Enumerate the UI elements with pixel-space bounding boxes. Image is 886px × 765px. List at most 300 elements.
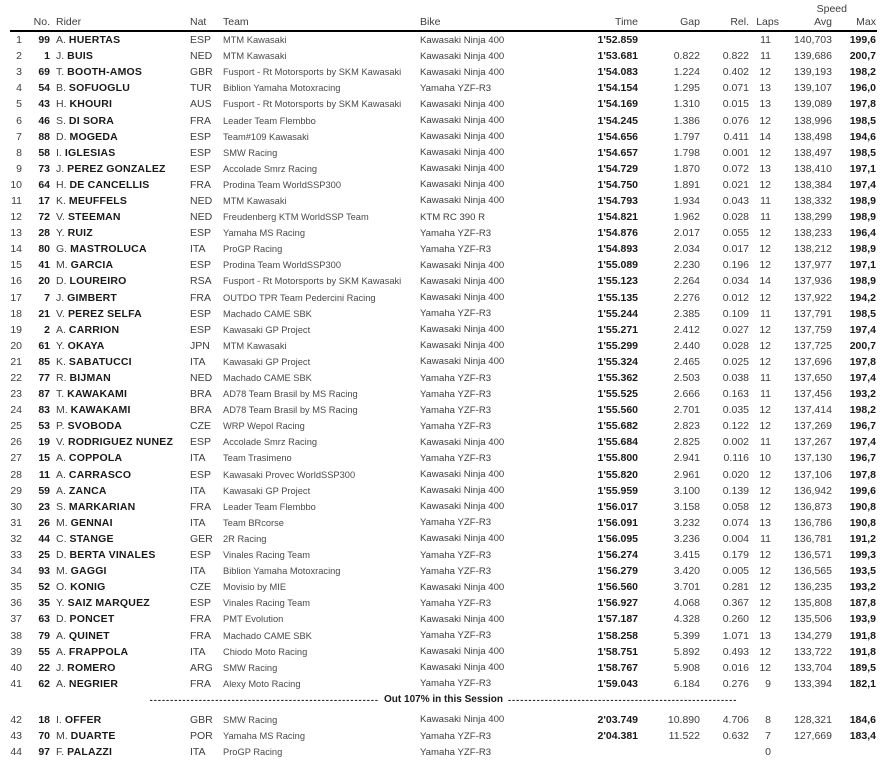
rider-name-cell bbox=[50, 50, 190, 62]
time-cell: 1'56.927 bbox=[597, 597, 638, 610]
table-row bbox=[10, 96, 877, 112]
team-cell: Biblion Yamaha Motoxracing bbox=[223, 566, 341, 577]
position-cell: 6 bbox=[16, 114, 22, 127]
rider-name-cell bbox=[50, 259, 190, 271]
table-row bbox=[10, 64, 877, 80]
position-cell: 21 bbox=[10, 355, 22, 368]
gap-cell: 2.825 bbox=[673, 436, 700, 449]
table-row bbox=[10, 145, 877, 161]
rel-cell: 0.402 bbox=[722, 66, 749, 79]
rel-cell: 0.072 bbox=[722, 162, 749, 175]
table-row bbox=[10, 627, 877, 643]
position-cell: 19 bbox=[10, 323, 22, 336]
avg-speed-cell: 133,394 bbox=[794, 677, 832, 690]
team-cell: Team#109 Kawasaki bbox=[223, 131, 309, 142]
laps-cell: 12 bbox=[759, 581, 771, 594]
rel-cell: 0.071 bbox=[722, 82, 749, 95]
rider-initial: R. bbox=[56, 372, 67, 385]
time-cell: 2'03.749 bbox=[597, 713, 638, 726]
avg-speed-cell: 138,212 bbox=[794, 243, 832, 256]
max-speed-cell: 198,5 bbox=[849, 114, 876, 127]
table-row bbox=[10, 290, 877, 306]
col-header-gap: Gap bbox=[680, 16, 700, 28]
position-cell: 10 bbox=[10, 178, 22, 191]
rider-name-cell bbox=[50, 131, 190, 143]
rider-number-cell: 99 bbox=[38, 34, 50, 47]
rel-cell: 0.493 bbox=[722, 645, 749, 658]
table-row bbox=[10, 161, 877, 177]
position-cell: 42 bbox=[10, 713, 22, 726]
laps-cell: 11 bbox=[760, 50, 771, 63]
position-cell: 40 bbox=[10, 661, 22, 674]
gap-cell: 3.701 bbox=[673, 581, 700, 594]
laps-cell: 12 bbox=[759, 355, 771, 368]
position-cell: 35 bbox=[10, 581, 22, 594]
laps-cell: 12 bbox=[759, 597, 771, 610]
laps-cell: 12 bbox=[759, 178, 771, 191]
laps-cell: 11 bbox=[760, 532, 771, 545]
avg-speed-cell: 138,410 bbox=[794, 162, 832, 175]
avg-speed-cell: 137,650 bbox=[794, 372, 832, 385]
position-cell: 2 bbox=[16, 50, 22, 63]
gap-cell: 1.797 bbox=[673, 130, 700, 143]
rider-initial: D. bbox=[56, 130, 67, 143]
nationality-cell: ESP bbox=[190, 227, 212, 240]
gap-cell: 2.503 bbox=[673, 372, 700, 385]
table-row bbox=[10, 531, 877, 547]
nationality-cell: ITA bbox=[190, 243, 206, 256]
time-cell: 1'55.525 bbox=[597, 388, 638, 401]
position-cell: 17 bbox=[10, 291, 22, 304]
team-cell: Yamaha MS Racing bbox=[223, 228, 305, 239]
avg-speed-cell: 139,193 bbox=[794, 66, 832, 79]
laps-cell: 12 bbox=[759, 114, 771, 127]
bike-cell: Kawasaki Ninja 400 bbox=[420, 115, 505, 127]
laps-cell: 7 bbox=[765, 730, 771, 743]
time-cell: 1'55.820 bbox=[597, 468, 638, 481]
rider-number-cell: 85 bbox=[38, 355, 50, 368]
bike-cell: Yamaha YZF-R3 bbox=[420, 730, 492, 742]
rel-cell: 0.005 bbox=[722, 565, 749, 578]
rider-number-cell: 87 bbox=[38, 388, 50, 401]
rider-number-cell: 15 bbox=[38, 452, 50, 465]
rider-initial: S. bbox=[56, 114, 66, 127]
team-cell: Vinales Racing Team bbox=[223, 598, 310, 609]
rider-name-cell bbox=[50, 533, 190, 545]
rider-number-cell: 1 bbox=[44, 50, 50, 63]
rel-cell: 0.139 bbox=[722, 484, 749, 497]
laps-cell: 12 bbox=[759, 243, 771, 256]
time-cell: 1'58.751 bbox=[597, 645, 638, 658]
max-speed-cell: 197,4 bbox=[849, 178, 876, 191]
avg-speed-cell: 137,936 bbox=[794, 275, 832, 288]
time-cell: 1'55.299 bbox=[597, 339, 638, 352]
time-cell: 1'56.017 bbox=[597, 500, 638, 513]
team-cell: OUTDO TPR Team Pedercini Racing bbox=[223, 292, 376, 303]
nationality-cell: ITA bbox=[190, 452, 206, 465]
table-row bbox=[10, 467, 877, 483]
position-cell: 34 bbox=[10, 565, 22, 578]
rider-name-cell bbox=[50, 485, 190, 497]
rider-surname: KAWAKAMI bbox=[70, 404, 131, 417]
avg-speed-cell: 137,267 bbox=[794, 436, 832, 449]
nationality-cell: ESP bbox=[190, 307, 212, 320]
table-row bbox=[10, 322, 877, 338]
table-row bbox=[10, 48, 877, 64]
table-header bbox=[10, 4, 877, 32]
nationality-cell: GBR bbox=[190, 66, 213, 79]
gap-cell: 2.961 bbox=[673, 468, 700, 481]
max-speed-cell: 199,3 bbox=[849, 549, 876, 562]
rider-surname: SAIZ MARQUEZ bbox=[67, 597, 150, 610]
avg-speed-cell: 136,786 bbox=[794, 516, 832, 529]
rel-cell: 0.109 bbox=[722, 307, 749, 320]
nationality-cell: ESP bbox=[190, 436, 212, 449]
rider-initial: A. bbox=[56, 645, 66, 658]
max-speed-cell: 199,6 bbox=[849, 34, 876, 47]
col-header-no: No. bbox=[33, 16, 50, 28]
max-speed-cell: 189,5 bbox=[849, 661, 876, 674]
bike-cell: Kawasaki Ninja 400 bbox=[420, 356, 505, 368]
team-cell: Team Trasimeno bbox=[223, 453, 292, 464]
table-row bbox=[10, 193, 877, 209]
team-cell: Biblion Yamaha Motoxracing bbox=[223, 83, 341, 94]
max-speed-cell: 197,4 bbox=[849, 436, 876, 449]
nationality-cell: GER bbox=[190, 532, 213, 545]
rel-cell: 0.021 bbox=[722, 178, 749, 191]
team-cell: Chiodo Moto Racing bbox=[223, 646, 308, 657]
laps-cell: 13 bbox=[759, 629, 771, 642]
bike-cell: Kawasaki Ninja 400 bbox=[420, 533, 505, 545]
rider-number-cell: 54 bbox=[38, 82, 50, 95]
rel-cell: 0.028 bbox=[722, 339, 749, 352]
team-cell: SMW Racing bbox=[223, 662, 278, 673]
gap-cell: 2.412 bbox=[673, 323, 700, 336]
laps-cell: 12 bbox=[759, 291, 771, 304]
table-row bbox=[10, 483, 877, 499]
nationality-cell: FRA bbox=[190, 677, 211, 690]
max-speed-cell: 198,9 bbox=[849, 243, 876, 256]
nationality-cell: AUS bbox=[190, 98, 212, 111]
time-cell: 1'59.043 bbox=[597, 677, 638, 690]
position-cell: 26 bbox=[10, 436, 22, 449]
avg-speed-cell: 137,106 bbox=[794, 468, 832, 481]
team-cell: Accolade Smrz Racing bbox=[223, 437, 318, 448]
position-cell: 12 bbox=[10, 211, 22, 224]
bike-cell: Yamaha YZF-R3 bbox=[420, 746, 492, 758]
bike-cell: Yamaha YZF-R3 bbox=[420, 372, 492, 384]
laps-cell: 12 bbox=[759, 227, 771, 240]
rider-surname: HUERTAS bbox=[68, 34, 121, 47]
table-row bbox=[10, 579, 877, 595]
rider-number-cell: 77 bbox=[38, 372, 50, 385]
laps-cell: 11 bbox=[760, 372, 771, 385]
nationality-cell: ITA bbox=[190, 516, 206, 529]
gap-cell: 10.890 bbox=[667, 713, 700, 726]
gap-cell: 2.385 bbox=[673, 307, 700, 320]
team-cell: PMT Evolution bbox=[223, 614, 284, 625]
avg-speed-cell: 136,565 bbox=[794, 565, 832, 578]
nationality-cell: ESP bbox=[190, 259, 212, 272]
rider-number-cell: 35 bbox=[38, 597, 50, 610]
rider-surname: GENNAI bbox=[70, 516, 113, 529]
max-speed-cell: 197,1 bbox=[849, 162, 876, 175]
max-speed-cell: 196,7 bbox=[849, 452, 876, 465]
rider-name-cell bbox=[50, 646, 190, 658]
team-cell: Kawasaki GP Project bbox=[223, 324, 311, 335]
out-107-rows bbox=[10, 712, 877, 760]
avg-speed-cell: 135,506 bbox=[794, 613, 832, 626]
bike-cell: Kawasaki Ninja 400 bbox=[420, 195, 505, 207]
nationality-cell: BRA bbox=[190, 404, 212, 417]
rider-surname: MEUFFELS bbox=[68, 194, 128, 207]
position-cell: 44 bbox=[10, 746, 22, 759]
time-cell: 1'58.767 bbox=[597, 661, 638, 674]
bike-cell: Kawasaki Ninja 400 bbox=[420, 34, 505, 46]
rider-initial: Y. bbox=[56, 227, 65, 240]
time-cell: 1'54.245 bbox=[597, 114, 638, 127]
avg-speed-cell: 137,696 bbox=[794, 355, 832, 368]
position-cell: 38 bbox=[10, 629, 22, 642]
time-cell: 1'55.089 bbox=[597, 259, 638, 272]
avg-speed-cell: 138,996 bbox=[794, 114, 832, 127]
max-speed-cell: 196,0 bbox=[849, 82, 876, 95]
rider-name-cell bbox=[50, 98, 190, 110]
team-cell: Prodina Team WorldSSP300 bbox=[223, 260, 341, 271]
laps-cell: 12 bbox=[759, 339, 771, 352]
position-cell: 3 bbox=[16, 66, 22, 79]
max-speed-cell: 198,5 bbox=[849, 146, 876, 159]
max-speed-cell: 197,8 bbox=[849, 355, 876, 368]
table-row bbox=[10, 644, 877, 660]
max-speed-cell: 198,9 bbox=[849, 275, 876, 288]
rider-surname: KAWAKAMI bbox=[67, 388, 128, 401]
time-cell: 1'56.274 bbox=[597, 549, 638, 562]
max-speed-cell: 199,6 bbox=[849, 484, 876, 497]
avg-speed-cell: 137,414 bbox=[794, 404, 832, 417]
rider-number-cell: 26 bbox=[38, 516, 50, 529]
rel-cell: 0.260 bbox=[722, 613, 749, 626]
laps-cell: 11 bbox=[760, 307, 771, 320]
rider-surname: MASTROLUCA bbox=[70, 243, 147, 256]
gap-cell: 2.465 bbox=[673, 355, 700, 368]
rider-name-cell bbox=[50, 613, 190, 625]
bike-cell: KTM RC 390 R bbox=[420, 211, 486, 223]
rider-surname: SABATUCCI bbox=[68, 355, 132, 368]
avg-speed-cell: 138,384 bbox=[794, 178, 832, 191]
rider-initial: A. bbox=[56, 484, 66, 497]
position-cell: 11 bbox=[11, 194, 22, 207]
avg-speed-cell: 138,497 bbox=[794, 146, 832, 159]
position-cell: 41 bbox=[10, 677, 22, 690]
rider-name-cell bbox=[50, 662, 190, 674]
rider-surname: SOFUOGLU bbox=[68, 82, 131, 95]
team-cell: Vinales Racing Team bbox=[223, 550, 310, 561]
bike-cell: Kawasaki Ninja 400 bbox=[420, 179, 505, 191]
gap-cell: 2.230 bbox=[673, 259, 700, 272]
bike-cell: Kawasaki Ninja 400 bbox=[420, 613, 505, 625]
rel-cell: 0.016 bbox=[722, 661, 749, 674]
rider-initial: J. bbox=[56, 661, 65, 674]
rider-initial: D. bbox=[56, 275, 67, 288]
speed-group-header: Speed bbox=[816, 3, 847, 15]
avg-speed-cell: 136,781 bbox=[794, 532, 832, 545]
gap-cell: 3.100 bbox=[673, 484, 700, 497]
bike-cell: Kawasaki Ninja 400 bbox=[420, 259, 505, 271]
avg-speed-cell: 137,759 bbox=[794, 323, 832, 336]
rider-surname: OFFER bbox=[64, 713, 102, 726]
nationality-cell: GBR bbox=[190, 713, 213, 726]
time-cell: 1'58.258 bbox=[597, 629, 638, 642]
rider-number-cell: 17 bbox=[38, 194, 50, 207]
rider-name-cell bbox=[50, 420, 190, 432]
nationality-cell: CZE bbox=[190, 420, 211, 433]
position-cell: 5 bbox=[16, 98, 22, 111]
table-row bbox=[10, 434, 877, 450]
rider-name-cell bbox=[50, 292, 190, 304]
rider-surname: CARRION bbox=[68, 323, 120, 336]
nationality-cell: ESP bbox=[190, 130, 212, 143]
team-cell: Prodina Team WorldSSP300 bbox=[223, 179, 341, 190]
table-row bbox=[10, 744, 877, 760]
bike-cell: Kawasaki Ninja 400 bbox=[420, 436, 505, 448]
rider-name-cell bbox=[50, 275, 190, 287]
team-cell: Fusport - Rt Motorsports by SKM Kawasaki bbox=[223, 276, 402, 287]
table-row bbox=[10, 450, 877, 466]
laps-cell: 12 bbox=[759, 323, 771, 336]
team-cell: Machado CAME SBK bbox=[223, 308, 312, 319]
team-cell: SMW Racing bbox=[223, 147, 278, 158]
rider-name-cell bbox=[50, 730, 190, 742]
max-speed-cell: 191,2 bbox=[849, 532, 876, 545]
laps-cell: 14 bbox=[759, 275, 771, 288]
gap-cell: 5.892 bbox=[673, 645, 700, 658]
bike-cell: Yamaha YZF-R3 bbox=[420, 243, 492, 255]
position-cell: 23 bbox=[10, 388, 22, 401]
time-cell: 1'55.684 bbox=[597, 436, 638, 449]
rel-cell: 0.116 bbox=[723, 452, 749, 465]
classified-rows bbox=[10, 32, 877, 692]
position-cell: 22 bbox=[10, 372, 22, 385]
rel-cell: 0.043 bbox=[722, 194, 749, 207]
rider-number-cell: 55 bbox=[38, 645, 50, 658]
table-row bbox=[10, 241, 877, 257]
nationality-cell: ESP bbox=[190, 34, 212, 47]
rider-name-cell bbox=[50, 452, 190, 464]
rider-number-cell: 93 bbox=[38, 565, 50, 578]
time-cell: 1'56.091 bbox=[597, 516, 638, 529]
rider-initial: D. bbox=[56, 613, 67, 626]
rider-name-cell bbox=[50, 565, 190, 577]
bike-cell: Kawasaki Ninja 400 bbox=[420, 131, 505, 143]
rider-surname: PONCET bbox=[69, 613, 115, 626]
rider-initial: V. bbox=[56, 436, 65, 449]
avg-speed-cell: 128,321 bbox=[794, 713, 832, 726]
rider-surname: DE CANCELLIS bbox=[69, 178, 150, 191]
rider-name-cell bbox=[50, 388, 190, 400]
team-cell: ProGP Racing bbox=[223, 244, 283, 255]
rider-name-cell bbox=[50, 308, 190, 320]
time-cell: 1'54.750 bbox=[597, 178, 638, 191]
nationality-cell: ESP bbox=[190, 162, 212, 175]
table-row bbox=[10, 547, 877, 563]
rider-surname: PEREZ SELFA bbox=[67, 307, 142, 320]
col-header-time: Time bbox=[615, 16, 638, 28]
rider-number-cell: 19 bbox=[38, 436, 50, 449]
rider-name-cell bbox=[50, 115, 190, 127]
time-cell: 1'54.821 bbox=[597, 211, 638, 224]
time-cell: 1'55.560 bbox=[597, 404, 638, 417]
rider-number-cell: 22 bbox=[38, 661, 50, 674]
rel-cell: 0.632 bbox=[722, 730, 749, 743]
rider-initial: A. bbox=[56, 34, 66, 47]
rel-cell: 0.196 bbox=[722, 259, 749, 272]
rel-cell: 0.276 bbox=[722, 677, 749, 690]
team-cell: Freudenberg KTM WorldSSP Team bbox=[223, 212, 369, 223]
gap-cell: 2.440 bbox=[673, 339, 700, 352]
rel-cell: 0.020 bbox=[722, 468, 749, 481]
rider-number-cell: 83 bbox=[38, 404, 50, 417]
col-header-laps: Laps bbox=[756, 16, 779, 28]
bike-cell: Yamaha YZF-R3 bbox=[420, 404, 492, 416]
bike-cell: Yamaha YZF-R3 bbox=[420, 630, 492, 642]
laps-cell: 12 bbox=[759, 565, 771, 578]
rider-surname: NEGRIER bbox=[68, 677, 119, 690]
rider-name-cell bbox=[50, 630, 190, 642]
rider-name-cell bbox=[50, 746, 190, 758]
team-cell: ProGP Racing bbox=[223, 747, 283, 758]
bike-cell: Yamaha YZF-R3 bbox=[420, 678, 492, 690]
time-cell: 1'52.859 bbox=[597, 34, 638, 47]
max-speed-cell: 183,4 bbox=[849, 730, 876, 743]
rider-initial: F. bbox=[56, 746, 65, 759]
rider-initial: C. bbox=[56, 532, 67, 545]
bike-cell: Yamaha YZF-R3 bbox=[420, 82, 492, 94]
rider-number-cell: 64 bbox=[38, 178, 50, 191]
bike-cell: Yamaha YZF-R3 bbox=[420, 420, 492, 432]
laps-cell: 8 bbox=[765, 713, 771, 726]
time-cell: 1'55.244 bbox=[597, 307, 638, 320]
laps-cell: 11 bbox=[760, 388, 771, 401]
laps-cell: 12 bbox=[759, 484, 771, 497]
rider-surname: PEREZ GONZALEZ bbox=[67, 162, 166, 175]
laps-cell: 13 bbox=[759, 82, 771, 95]
max-speed-cell: 191,8 bbox=[849, 629, 876, 642]
team-cell: Fusport - Rt Motorsports by SKM Kawasaki bbox=[223, 99, 402, 110]
max-speed-cell: 194,6 bbox=[849, 130, 876, 143]
laps-cell: 12 bbox=[759, 259, 771, 272]
table-row bbox=[10, 306, 877, 322]
rider-surname: BIJMAN bbox=[69, 372, 111, 385]
nationality-cell: ESP bbox=[190, 468, 212, 481]
team-cell: 2R Racing bbox=[223, 533, 267, 544]
avg-speed-cell: 136,942 bbox=[794, 484, 832, 497]
time-cell: 1'55.682 bbox=[597, 420, 638, 433]
gap-cell: 2.264 bbox=[673, 275, 700, 288]
rider-surname: GARCIA bbox=[70, 259, 114, 272]
max-speed-cell: 196,7 bbox=[849, 420, 876, 433]
bike-cell: Kawasaki Ninja 400 bbox=[420, 469, 505, 481]
time-cell: 1'54.657 bbox=[597, 146, 638, 159]
gap-cell: 11.522 bbox=[668, 730, 700, 743]
rider-number-cell: 63 bbox=[38, 613, 50, 626]
table-row bbox=[10, 370, 877, 386]
position-cell: 30 bbox=[10, 500, 22, 513]
table-row bbox=[10, 80, 877, 96]
team-cell: Alexy Moto Racing bbox=[223, 678, 301, 689]
bike-cell: Kawasaki Ninja 400 bbox=[420, 501, 505, 513]
max-speed-cell: 193,2 bbox=[849, 581, 876, 594]
